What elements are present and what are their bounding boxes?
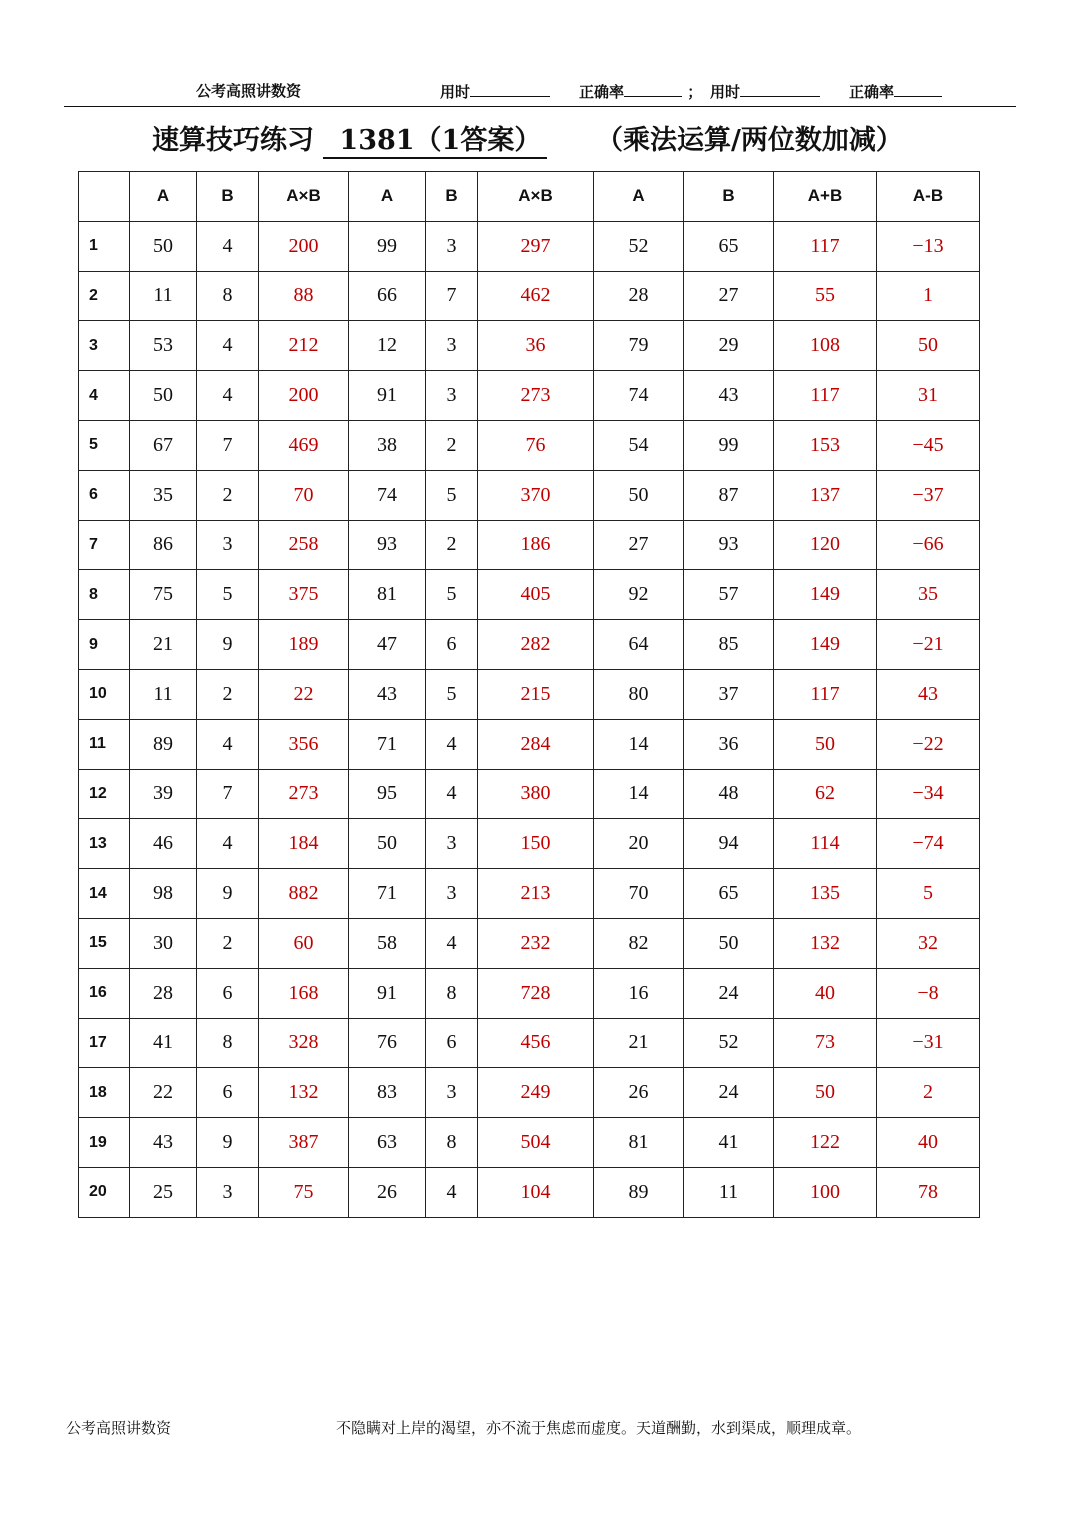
answer-cell: 504	[478, 1118, 594, 1168]
answer-cell: 200	[259, 371, 349, 421]
operand-cell: 86	[130, 520, 197, 570]
header-cell: B	[426, 172, 478, 222]
answer-cell: −8	[877, 968, 980, 1018]
answer-cell: 132	[259, 1068, 349, 1118]
operand-cell: 93	[349, 520, 426, 570]
operand-cell: 4	[426, 769, 478, 819]
operand-cell: 9	[197, 1118, 259, 1168]
operand-cell: 65	[684, 221, 774, 271]
answer-cell: 50	[877, 321, 980, 371]
row-number: 16	[79, 968, 130, 1018]
operand-cell: 14	[594, 769, 684, 819]
answer-cell: 73	[774, 1018, 877, 1068]
operand-cell: 9	[197, 869, 259, 919]
answer-cell: 232	[478, 918, 594, 968]
answer-cell: 117	[774, 669, 877, 719]
table-row	[79, 869, 980, 919]
answer-cell: 375	[259, 570, 349, 620]
answer-cell: 137	[774, 470, 877, 520]
row-number: 6	[79, 470, 130, 520]
operand-cell: 85	[684, 620, 774, 670]
operand-cell: 27	[594, 520, 684, 570]
operand-cell: 3	[426, 321, 478, 371]
operand-cell: 67	[130, 420, 197, 470]
operand-cell: 37	[684, 669, 774, 719]
operand-cell: 79	[594, 321, 684, 371]
answer-cell: 22	[259, 669, 349, 719]
operand-cell: 6	[197, 968, 259, 1018]
operand-cell: 54	[594, 420, 684, 470]
accuracy-blank-2[interactable]	[894, 80, 942, 97]
operand-cell: 65	[684, 869, 774, 919]
operand-cell: 5	[426, 669, 478, 719]
table-row	[79, 769, 980, 819]
operand-cell: 5	[197, 570, 259, 620]
header-cell: B	[197, 172, 259, 222]
table-row	[79, 669, 980, 719]
time-label-2: 用时	[710, 83, 741, 101]
operand-cell: 28	[130, 968, 197, 1018]
operand-cell: 87	[684, 470, 774, 520]
operand-cell: 81	[594, 1118, 684, 1168]
row-number: 19	[79, 1118, 130, 1168]
answer-cell: 456	[478, 1018, 594, 1068]
answer-cell: 100	[774, 1167, 877, 1217]
operand-cell: 43	[349, 669, 426, 719]
operand-cell: 91	[349, 968, 426, 1018]
operand-cell: 3	[426, 371, 478, 421]
answer-cell: 149	[774, 570, 877, 620]
row-number: 8	[79, 570, 130, 620]
operand-cell: 30	[130, 918, 197, 968]
header-cell: A+B	[774, 172, 877, 222]
operand-cell: 7	[197, 420, 259, 470]
operand-cell: 8	[426, 1118, 478, 1168]
answer-cell: 2	[877, 1068, 980, 1118]
operand-cell: 94	[684, 819, 774, 869]
operand-cell: 82	[594, 918, 684, 968]
title-number: 1381（1答案）	[323, 118, 547, 159]
time-field-2[interactable]	[710, 80, 820, 104]
operand-cell: 81	[349, 570, 426, 620]
table-row	[79, 968, 980, 1018]
operand-cell: 4	[197, 719, 259, 769]
answer-cell: 1	[877, 271, 980, 321]
operand-cell: 41	[684, 1118, 774, 1168]
row-number: 11	[79, 719, 130, 769]
operand-cell: 74	[594, 371, 684, 421]
table-row	[79, 470, 980, 520]
row-number: 5	[79, 420, 130, 470]
header-cell: A×B	[259, 172, 349, 222]
answer-cell: 328	[259, 1018, 349, 1068]
operand-cell: 7	[426, 271, 478, 321]
operand-cell: 8	[197, 271, 259, 321]
operand-cell: 5	[426, 570, 478, 620]
operand-cell: 71	[349, 719, 426, 769]
table-row	[79, 321, 980, 371]
operand-cell: 64	[594, 620, 684, 670]
row-number: 1	[79, 221, 130, 271]
header-cell: B	[684, 172, 774, 222]
operand-cell: 2	[426, 420, 478, 470]
operand-cell: 66	[349, 271, 426, 321]
answer-cell: 62	[774, 769, 877, 819]
operand-cell: 6	[426, 620, 478, 670]
table-row	[79, 1118, 980, 1168]
answer-cell: −37	[877, 470, 980, 520]
answer-cell: 114	[774, 819, 877, 869]
table-row	[79, 1018, 980, 1068]
row-number: 20	[79, 1167, 130, 1217]
row-number: 13	[79, 819, 130, 869]
answer-cell: 32	[877, 918, 980, 968]
operand-cell: 63	[349, 1118, 426, 1168]
operand-cell: 41	[130, 1018, 197, 1068]
header-cell: A	[594, 172, 684, 222]
operand-cell: 52	[594, 221, 684, 271]
operand-cell: 11	[130, 271, 197, 321]
answer-cell: 40	[877, 1118, 980, 1168]
title-subtitle: （乘法运算/两位数加减）	[596, 125, 903, 156]
operand-cell: 3	[426, 221, 478, 271]
operand-cell: 3	[197, 1167, 259, 1217]
operand-cell: 5	[426, 470, 478, 520]
operand-cell: 2	[197, 470, 259, 520]
answer-cell: −21	[877, 620, 980, 670]
table-row	[79, 420, 980, 470]
accuracy-label-2: 正确率	[849, 83, 895, 101]
answer-cell: 88	[259, 271, 349, 321]
operand-cell: 26	[594, 1068, 684, 1118]
row-number: 18	[79, 1068, 130, 1118]
operand-cell: 58	[349, 918, 426, 968]
operand-cell: 27	[684, 271, 774, 321]
answer-cell: 387	[259, 1118, 349, 1168]
row-number: 14	[79, 869, 130, 919]
operand-cell: 93	[684, 520, 774, 570]
operand-cell: 12	[349, 321, 426, 371]
row-number: 15	[79, 918, 130, 968]
answer-cell: 117	[774, 221, 877, 271]
operand-cell: 35	[130, 470, 197, 520]
operand-cell: 71	[349, 869, 426, 919]
answer-cell: 728	[478, 968, 594, 1018]
operand-cell: 48	[684, 769, 774, 819]
answer-cell: 120	[774, 520, 877, 570]
answer-cell: 5	[877, 869, 980, 919]
answer-cell: 135	[774, 869, 877, 919]
title-prefix: 速算技巧练习	[152, 125, 314, 156]
answer-cell: 273	[259, 769, 349, 819]
answer-cell: 35	[877, 570, 980, 620]
operand-cell: 9	[197, 620, 259, 670]
answer-cell: 213	[478, 869, 594, 919]
table-row	[79, 819, 980, 869]
table-body	[79, 221, 980, 1217]
answer-cell: 104	[478, 1167, 594, 1217]
operand-cell: 2	[197, 669, 259, 719]
operand-cell: 24	[684, 968, 774, 1018]
accuracy-label-1: 正确率	[579, 83, 625, 101]
footer-brand: 公考高照讲数资	[66, 1419, 172, 1437]
operand-cell: 99	[684, 420, 774, 470]
header-cell-index	[79, 172, 130, 222]
answer-cell: 184	[259, 819, 349, 869]
answer-cell: 882	[259, 869, 349, 919]
accuracy-field-1[interactable]	[579, 80, 702, 104]
footer-motto: 不隐瞒对上岸的渴望，亦不流于焦虑而虚度。天道酬勤，水到渠成，顺理成章。	[336, 1419, 862, 1437]
operand-cell: 4	[426, 719, 478, 769]
header-separator: ；	[687, 83, 703, 101]
operand-cell: 92	[594, 570, 684, 620]
operand-cell: 36	[684, 719, 774, 769]
header-cell: A-B	[877, 172, 980, 222]
operand-cell: 83	[349, 1068, 426, 1118]
header-divider	[64, 106, 1016, 107]
operand-cell: 22	[130, 1068, 197, 1118]
operand-cell: 11	[684, 1167, 774, 1217]
operand-cell: 24	[684, 1068, 774, 1118]
operand-cell: 4	[426, 918, 478, 968]
operand-cell: 50	[349, 819, 426, 869]
answer-cell: 273	[478, 371, 594, 421]
operand-cell: 50	[684, 918, 774, 968]
answer-cell: 76	[478, 420, 594, 470]
answer-cell: 149	[774, 620, 877, 670]
answer-cell: 40	[774, 968, 877, 1018]
operand-cell: 74	[349, 470, 426, 520]
operand-cell: 89	[594, 1167, 684, 1217]
row-number: 12	[79, 769, 130, 819]
row-number: 17	[79, 1018, 130, 1068]
operand-cell: 39	[130, 769, 197, 819]
answer-cell: 189	[259, 620, 349, 670]
row-number: 4	[79, 371, 130, 421]
operand-cell: 6	[197, 1068, 259, 1118]
table-row	[79, 221, 980, 271]
page-title	[152, 118, 547, 158]
answer-cell: 215	[478, 669, 594, 719]
answer-cell: 284	[478, 719, 594, 769]
operand-cell: 38	[349, 420, 426, 470]
table-row	[79, 1068, 980, 1118]
answer-cell: 469	[259, 420, 349, 470]
answer-cell: 153	[774, 420, 877, 470]
operand-cell: 50	[130, 371, 197, 421]
operand-cell: 2	[197, 918, 259, 968]
operand-cell: 75	[130, 570, 197, 620]
practice-table	[78, 171, 980, 1218]
operand-cell: 91	[349, 371, 426, 421]
operand-cell: 52	[684, 1018, 774, 1068]
operand-cell: 2	[426, 520, 478, 570]
answer-cell: −31	[877, 1018, 980, 1068]
operand-cell: 11	[130, 669, 197, 719]
table-header-row	[79, 172, 980, 222]
answer-cell: −66	[877, 520, 980, 570]
answer-cell: 249	[478, 1068, 594, 1118]
accuracy-field-2[interactable]	[849, 80, 942, 104]
answer-cell: −45	[877, 420, 980, 470]
operand-cell: 46	[130, 819, 197, 869]
row-number: 3	[79, 321, 130, 371]
operand-cell: 43	[130, 1118, 197, 1168]
operand-cell: 3	[426, 869, 478, 919]
operand-cell: 3	[426, 819, 478, 869]
answer-cell: 462	[478, 271, 594, 321]
answer-cell: 132	[774, 918, 877, 968]
operand-cell: 8	[426, 968, 478, 1018]
answer-cell: 380	[478, 769, 594, 819]
operand-cell: 99	[349, 221, 426, 271]
answer-cell: −13	[877, 221, 980, 271]
operand-cell: 3	[197, 520, 259, 570]
answer-cell: 60	[259, 918, 349, 968]
operand-cell: 57	[684, 570, 774, 620]
answer-cell: 122	[774, 1118, 877, 1168]
answer-cell: 200	[259, 221, 349, 271]
operand-cell: 4	[197, 321, 259, 371]
answer-cell: −22	[877, 719, 980, 769]
answer-cell: −34	[877, 769, 980, 819]
operand-cell: 8	[197, 1018, 259, 1068]
time-blank-1[interactable]	[470, 80, 550, 97]
operand-cell: 21	[594, 1018, 684, 1068]
operand-cell: 98	[130, 869, 197, 919]
answer-cell: 108	[774, 321, 877, 371]
answer-cell: 282	[478, 620, 594, 670]
operand-cell: 3	[426, 1068, 478, 1118]
operand-cell: 47	[349, 620, 426, 670]
answer-cell: 78	[877, 1167, 980, 1217]
answer-cell: 186	[478, 520, 594, 570]
table-row	[79, 271, 980, 321]
operand-cell: 89	[130, 719, 197, 769]
row-number: 9	[79, 620, 130, 670]
operand-cell: 25	[130, 1167, 197, 1217]
table-row	[79, 918, 980, 968]
header-cell: A×B	[478, 172, 594, 222]
table-row	[79, 620, 980, 670]
table-row	[79, 570, 980, 620]
accuracy-blank-1[interactable]	[624, 80, 682, 97]
answer-cell: 405	[478, 570, 594, 620]
operand-cell: 14	[594, 719, 684, 769]
operand-cell: 26	[349, 1167, 426, 1217]
answer-cell: 55	[774, 271, 877, 321]
operand-cell: 4	[197, 371, 259, 421]
operand-cell: 28	[594, 271, 684, 321]
answer-cell: 150	[478, 819, 594, 869]
operand-cell: 4	[426, 1167, 478, 1217]
answer-cell: 117	[774, 371, 877, 421]
operand-cell: 7	[197, 769, 259, 819]
table-row	[79, 1167, 980, 1217]
operand-cell: 76	[349, 1018, 426, 1068]
row-number: 2	[79, 271, 130, 321]
answer-cell: 50	[774, 719, 877, 769]
header-cell: A	[349, 172, 426, 222]
time-label-1: 用时	[440, 83, 471, 101]
answer-cell: 70	[259, 470, 349, 520]
time-blank-2[interactable]	[740, 80, 820, 97]
answer-cell: 258	[259, 520, 349, 570]
table-row	[79, 520, 980, 570]
answer-cell: 168	[259, 968, 349, 1018]
answer-cell: 370	[478, 470, 594, 520]
row-number: 7	[79, 520, 130, 570]
operand-cell: 16	[594, 968, 684, 1018]
table-row	[79, 371, 980, 421]
table-row	[79, 719, 980, 769]
answer-cell: 43	[877, 669, 980, 719]
answer-cell: 75	[259, 1167, 349, 1217]
header-cell: A	[130, 172, 197, 222]
operand-cell: 53	[130, 321, 197, 371]
answer-cell: 36	[478, 321, 594, 371]
operand-cell: 20	[594, 819, 684, 869]
operand-cell: 43	[684, 371, 774, 421]
answer-cell: 297	[478, 221, 594, 271]
operand-cell: 80	[594, 669, 684, 719]
answer-cell: −74	[877, 819, 980, 869]
answer-cell: 50	[774, 1068, 877, 1118]
operand-cell: 95	[349, 769, 426, 819]
operand-cell: 70	[594, 869, 684, 919]
operand-cell: 50	[594, 470, 684, 520]
operand-cell: 6	[426, 1018, 478, 1068]
operand-cell: 21	[130, 620, 197, 670]
operand-cell: 29	[684, 321, 774, 371]
row-number: 10	[79, 669, 130, 719]
answer-cell: 31	[877, 371, 980, 421]
header-brand: 公考高照讲数资	[196, 82, 302, 100]
operand-cell: 50	[130, 221, 197, 271]
operand-cell: 4	[197, 221, 259, 271]
answer-cell: 212	[259, 321, 349, 371]
operand-cell: 4	[197, 819, 259, 869]
time-field-1[interactable]	[440, 80, 550, 104]
answer-cell: 356	[259, 719, 349, 769]
